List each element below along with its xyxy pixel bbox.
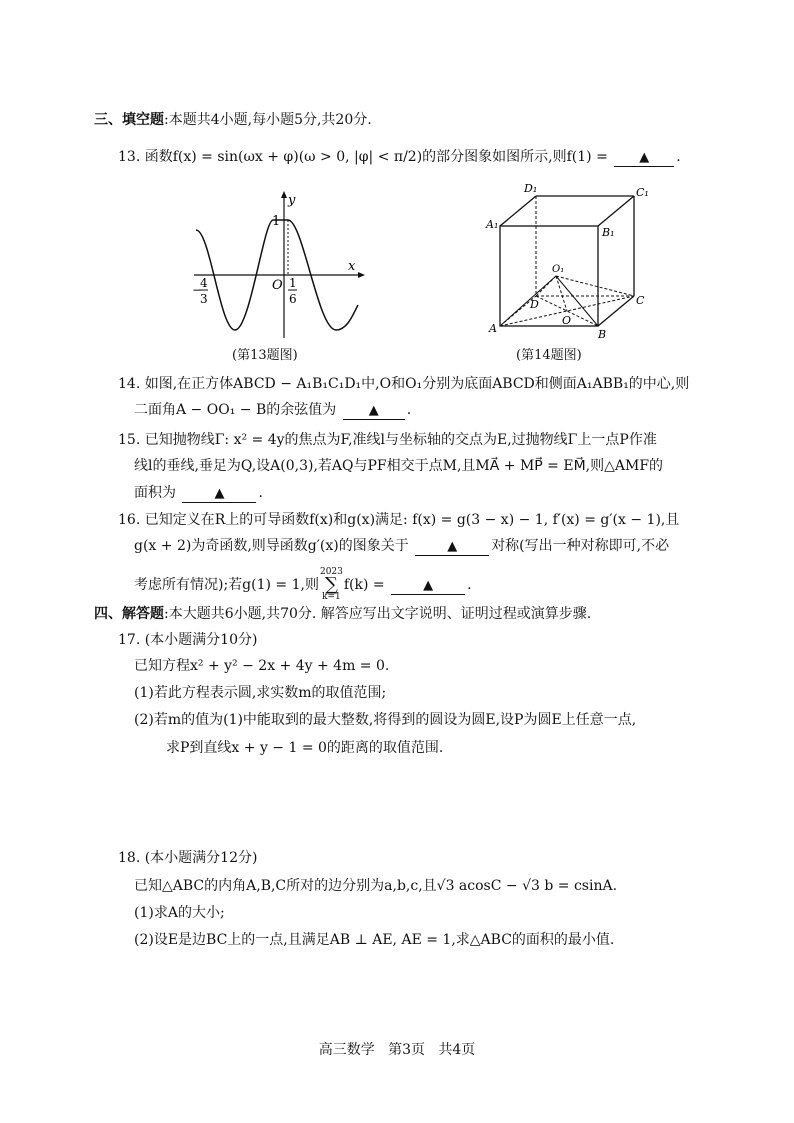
- y-label: y: [288, 193, 296, 208]
- blank-marker: ▲: [423, 578, 434, 593]
- neg-sign: −: [192, 283, 203, 297]
- label-O1: O₁: [552, 264, 565, 275]
- q16-line3-text-b: f(k) =: [343, 577, 385, 593]
- label-C: C: [636, 294, 645, 307]
- q18-header: 18. (本小题满分12分): [118, 850, 258, 866]
- q18-line3: (2)设E是边BC上的一点,且满足AB ⊥ AE, AE = 1,求△ABC的面积的最小值.: [134, 932, 615, 948]
- blank-marker: ▲: [368, 403, 379, 418]
- q16-line2-text-b: 对称(写出一种对称即可,不必: [491, 538, 670, 554]
- summation-symbol: [320, 568, 343, 602]
- label-C1: C₁: [636, 186, 649, 199]
- origin-label: O: [272, 278, 283, 293]
- neg-num: 4: [200, 276, 208, 290]
- section4-title: 四、解答题: [94, 606, 164, 622]
- q18-line1: 已知△ABC的内角A,B,C所对的边分别为a,b,c,且√3 acosC − √3 b = csinA.: [134, 878, 618, 894]
- sum-sigma: ∑: [324, 574, 338, 595]
- x-label: x: [348, 259, 356, 274]
- cube-front-face: [500, 226, 598, 326]
- q14-line2-text: 二面角A − OO₁ − B的余弦值为: [134, 402, 337, 418]
- q15-line1: 15. 已知抛物线Γ: x² = 4y的焦点为F,准线l与坐标轴的交点为E,过抛物线Γ上一点P作准: [118, 432, 657, 448]
- q18-line2: (1)求A的大小;: [134, 905, 225, 921]
- blank-marker: ▲: [639, 150, 650, 165]
- q15-line3: [134, 483, 263, 503]
- y-axis-arrow: [281, 191, 287, 198]
- q15-line3-text: 面积为: [134, 485, 176, 501]
- label-A1: A₁: [486, 218, 499, 231]
- figure-13-caption: (第13题图): [232, 348, 298, 363]
- q15-end: .: [258, 485, 263, 501]
- q16-line3-text-a: 考虑所有情况);若g(1) = 1,则: [134, 577, 319, 593]
- q17-header: 17. (本小题满分10分): [118, 632, 258, 648]
- page-footer: 高三数学 第3页 共4页: [318, 1042, 476, 1058]
- label-O: O: [562, 314, 572, 327]
- q14-line2: [134, 400, 411, 420]
- q14-line1: 14. 如图,在正方体ABCD − A₁B₁C₁D₁中,O和O₁分别为底面ABCD和侧面A₁ABB₁的中心,则: [118, 376, 690, 392]
- section3-heading: [94, 110, 372, 130]
- blank-marker: ▲: [447, 539, 458, 554]
- answer-blank-15[interactable]: [182, 485, 256, 503]
- label-B1: B₁: [602, 226, 615, 239]
- blank-marker: ▲: [214, 486, 225, 501]
- section3-title: 三、填空题: [94, 112, 164, 128]
- sum-upper: 2023: [319, 567, 343, 577]
- one-label: 1: [272, 214, 281, 229]
- section4-heading: [94, 604, 591, 624]
- label-B: B: [598, 328, 607, 341]
- q16-line1: 16. 已知定义在R上的可导函数f(x)和g(x)满足: f(x) = g(3 − x) − 1, f′(x) = g′(x − 1),且: [118, 512, 680, 528]
- q17-line4: 求P到直线x + y − 1 = 0的距离的取值范围.: [166, 740, 444, 756]
- figure-13-graph: [188, 190, 366, 350]
- section3-desc: :本题共4小题,每小题5分,共20分.: [164, 112, 372, 128]
- q16-line2-text-a: g(x + 2)为奇函数,则导函数g′(x)的图象关于: [134, 538, 409, 554]
- answer-blank-14[interactable]: [343, 402, 405, 420]
- label-D1: D₁: [524, 182, 538, 195]
- x-axis-arrow: [358, 272, 365, 278]
- figure-14-cube: [484, 180, 654, 342]
- q13-text: 13. 函数f(x) = sin(ωx + φ)(ω > 0, |φ| < π/2)的部分图象如图所示,则f(1) =: [118, 149, 608, 165]
- question-13: [118, 147, 681, 167]
- sum-lower: k=1: [322, 592, 341, 602]
- q16-end: .: [467, 577, 472, 593]
- label-D: D: [530, 298, 539, 311]
- pos-num: 1: [289, 276, 297, 290]
- q17-line2: (1)若此方程表示圆,求实数m的取值范围;: [134, 685, 387, 701]
- answer-blank-13[interactable]: [614, 149, 674, 167]
- figure-14-caption: (第14题图): [516, 348, 582, 363]
- q17-line3: (2)若m的值为(1)中能取到的最大整数,将得到的圆设为圆E,设P为圆E上任意一点,: [134, 712, 637, 728]
- pos-den: 6: [289, 292, 297, 306]
- label-A: A: [489, 322, 497, 335]
- answer-blank-16b[interactable]: [391, 577, 465, 595]
- answer-blank-16a[interactable]: [415, 538, 489, 556]
- section4-desc: :本大题共6小题,共70分. 解答应写出文字说明、证明过程或演算步骤.: [164, 606, 592, 622]
- q13-end: .: [676, 149, 681, 165]
- q14-end: .: [406, 402, 412, 418]
- neg-den: 3: [200, 292, 208, 306]
- q17-line1: 已知方程x² + y² − 2x + 4y + 4m = 0.: [134, 658, 390, 674]
- q15-line2: 线l的垂线,垂足为Q,设A(0,3),若AQ与PF相交于点M,且MA⃗ + MP⃗ = EM⃗,则△AMF的: [134, 458, 664, 474]
- q16-line2: [134, 536, 669, 556]
- q16-line3: [134, 568, 472, 602]
